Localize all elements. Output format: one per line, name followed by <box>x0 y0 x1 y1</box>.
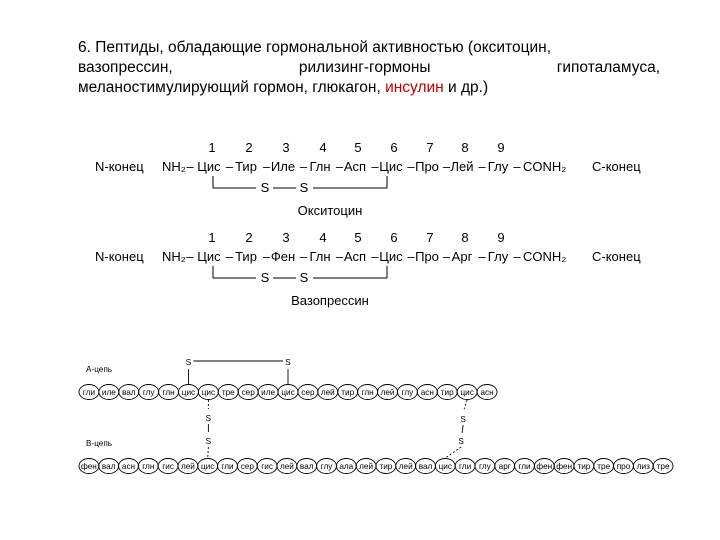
peptide-name: Вазопрессин <box>291 293 369 308</box>
sulfur-label: S <box>205 414 212 423</box>
residue-label: вал <box>299 462 314 471</box>
chain-b <box>79 459 673 474</box>
position-number: 1 <box>208 140 216 155</box>
residue-label: Асп <box>343 249 367 264</box>
residue-label: Глу <box>487 159 509 174</box>
residue-label: асн <box>121 462 136 471</box>
residue-label: Глн <box>309 249 331 264</box>
residue-label: арг <box>498 462 511 471</box>
residue-label: лей <box>279 462 294 471</box>
sulfur-label: S <box>460 415 466 424</box>
residue-label: глн <box>361 388 374 397</box>
residue-label: лей <box>180 462 195 471</box>
peptide-bond: – <box>371 159 379 174</box>
residue-label: гли <box>82 388 96 397</box>
peptide-bond: – <box>407 249 415 264</box>
peptide-bond: – <box>335 249 344 264</box>
disulfide-line <box>462 425 463 433</box>
bond-line <box>464 400 467 409</box>
residue-label: тир <box>577 462 591 471</box>
residue-label: Цис <box>197 159 221 174</box>
residue-label: цис <box>201 462 215 471</box>
residue-label: фен <box>80 462 97 471</box>
residue-label: асн <box>480 388 494 397</box>
peptide-bond: – <box>335 159 344 174</box>
residue-label: лей <box>320 388 335 397</box>
residue-label: тир <box>379 462 393 471</box>
heading-text: меланостимулирующий гормон, глюкагон, <box>78 79 386 96</box>
n-terminus-label: N-конец <box>95 159 144 174</box>
insulin-highlight: инсулин <box>385 79 444 96</box>
residue-label: сер <box>301 388 315 397</box>
peptide-bond: – <box>299 159 308 174</box>
position-number: 5 <box>354 230 362 245</box>
residue-label: цис <box>281 388 295 397</box>
residue-label: глу <box>401 388 414 397</box>
residue-label: глу <box>479 462 491 471</box>
c-terminus-label: С-конец <box>592 159 641 174</box>
peptide-bond: – <box>225 159 234 174</box>
peptide-bond: – <box>299 249 308 264</box>
bond-line <box>208 447 209 458</box>
peptide-bond: – <box>442 249 451 264</box>
residue-label: Глу <box>487 249 509 264</box>
chain-b-label: В-цепь <box>86 439 113 448</box>
conh2-group: CONH₂ <box>523 249 567 264</box>
residue-label: Глн <box>309 159 331 174</box>
sulfur-label: S <box>299 270 309 285</box>
residue-label: сер <box>241 388 255 397</box>
sulfur-label: S <box>285 358 291 367</box>
position-number: 5 <box>354 140 362 155</box>
peptide-bond: – <box>513 159 521 174</box>
residue-label: фен <box>556 462 573 471</box>
residue-label: Про <box>415 159 439 174</box>
position-number: 2 <box>245 230 253 245</box>
residue-label: тре <box>597 462 611 471</box>
residue-label: тре <box>221 388 235 397</box>
residue-label: цис <box>201 388 216 397</box>
residue-label: ала <box>339 462 354 471</box>
heading-line-1: 6. Пептиды, обладающие гормональной активностью (окситоцин, <box>78 39 552 56</box>
residue-label: иле <box>101 388 116 397</box>
residue-label: глн <box>142 462 155 471</box>
peptide-bond: – <box>186 159 194 174</box>
heading-text: и др.) <box>443 79 489 96</box>
residue-label: Фен <box>270 249 296 264</box>
peptide-bond: – <box>442 159 451 174</box>
residue-label: вал <box>101 462 116 471</box>
peptide-bond: – <box>262 249 271 264</box>
residue-label: лиз <box>636 462 650 471</box>
residue-label: вал <box>418 462 433 471</box>
peptide-bond: – <box>371 249 379 264</box>
nh2-group: NH₂ <box>162 249 186 264</box>
residue-label: иле <box>261 388 276 397</box>
position-number: 6 <box>390 140 398 155</box>
insulin-structure <box>79 358 673 474</box>
sulfur-label: S <box>260 270 270 285</box>
peptide-bond: – <box>478 249 486 264</box>
residue-label: тре <box>656 462 670 471</box>
peptide-bond: – <box>478 159 486 174</box>
nh2-group: NH₂ <box>162 159 186 174</box>
position-number: 4 <box>319 140 327 155</box>
peptide-bond: – <box>407 159 415 174</box>
residue-label: гис <box>162 462 174 471</box>
residue-label: Лей <box>450 159 474 174</box>
peptide-bond: – <box>225 249 234 264</box>
peptide-bond: – <box>262 159 271 174</box>
residue-label: вал <box>121 388 136 397</box>
residue-label: фен <box>536 462 553 471</box>
residue-label: гис <box>261 462 273 471</box>
residue-label: Арг <box>451 249 473 264</box>
conh2-group: CONH₂ <box>523 159 567 174</box>
chain-a <box>79 385 497 400</box>
residue-label: гли <box>459 462 472 471</box>
sulfur-label: S <box>299 180 309 195</box>
c-terminus-label: С-конец <box>592 249 641 264</box>
residue-label: лей <box>398 462 413 471</box>
residue-label: Тир <box>235 159 257 174</box>
residue-label: Иле <box>270 159 296 174</box>
peptide-name: Окситоцин <box>297 203 363 218</box>
position-number: 3 <box>282 230 290 245</box>
sulfur-label: S <box>260 180 270 195</box>
position-number: 2 <box>245 140 253 155</box>
residue-label: лей <box>380 388 395 397</box>
sulfur-label: S <box>185 358 192 367</box>
chain-a-label: А-цепь <box>86 365 113 374</box>
position-number: 9 <box>497 140 505 155</box>
position-number: 7 <box>426 230 434 245</box>
residue-label: Про <box>415 249 439 264</box>
residue-label: глу <box>142 388 155 397</box>
peptide-2 <box>95 230 641 308</box>
residue-label: тир <box>341 388 355 397</box>
residue-label: Цис <box>197 249 221 264</box>
position-number: 8 <box>461 230 469 245</box>
position-number: 8 <box>461 140 469 155</box>
sulfur-label: S <box>458 437 464 446</box>
residue-label: Цис <box>379 249 403 264</box>
residue-label: цис <box>181 388 196 397</box>
peptide-bond: – <box>513 249 521 264</box>
residue-label: сер <box>240 462 254 471</box>
heading-word: гипоталамуса, <box>556 59 660 76</box>
residue-label: гли <box>221 462 234 471</box>
heading-word: вазопрессин, <box>78 59 173 76</box>
residue-label: тир <box>440 388 454 397</box>
position-number: 7 <box>426 140 434 155</box>
residue-label: про <box>616 462 631 471</box>
position-number: 9 <box>497 230 505 245</box>
residue-label: Тир <box>235 249 257 264</box>
residue-label: Асп <box>343 159 367 174</box>
residue-label: гли <box>518 462 531 471</box>
residue-label: Цис <box>379 159 403 174</box>
residue-label: цис <box>438 462 452 471</box>
residue-label: лей <box>359 462 374 471</box>
sulfur-label: S <box>205 437 212 446</box>
residue-label: глу <box>320 462 333 471</box>
heading-word: рилизинг-гормоны <box>298 59 431 76</box>
bond-line <box>445 447 461 458</box>
residue-label: асн <box>420 388 434 397</box>
peptide-bond: – <box>186 249 194 264</box>
peptide-1 <box>95 140 641 218</box>
position-number: 1 <box>208 230 216 245</box>
residue-label: цис <box>460 388 474 397</box>
position-number: 4 <box>319 230 327 245</box>
position-number: 6 <box>390 230 398 245</box>
n-terminus-label: N-конец <box>95 249 144 264</box>
position-number: 3 <box>282 140 290 155</box>
residue-label: глн <box>162 388 175 397</box>
